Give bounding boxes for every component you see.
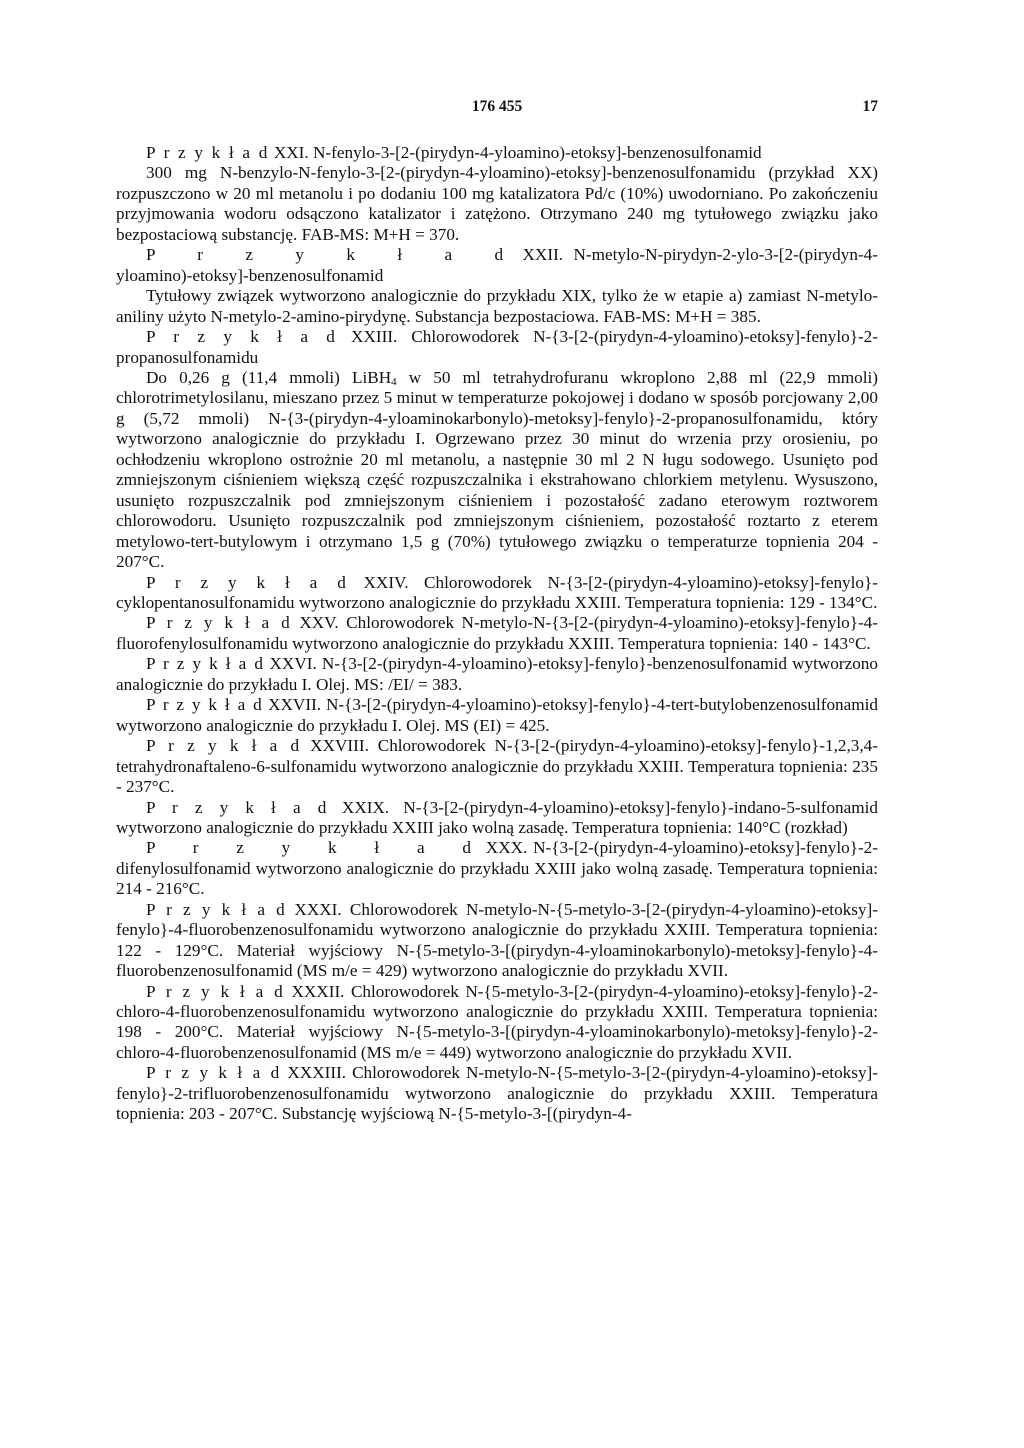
paragraph-example-32 — [116, 982, 878, 1064]
body-text — [116, 143, 878, 1125]
paragraph-example-21-body — [116, 163, 878, 245]
paragraph-example-21-title — [116, 143, 878, 163]
patent-number: 176 455 — [471, 98, 523, 115]
page-header — [116, 98, 878, 122]
example-label: P r z y k ł a d — [146, 245, 513, 265]
subscript: 4 — [391, 375, 397, 388]
paragraph-example-22-body — [116, 286, 878, 327]
example-label: P r z y k ł a d — [146, 736, 302, 756]
paragraph-example-26 — [116, 654, 878, 695]
paragraph-example-30 — [116, 838, 878, 899]
example-label: P r z y k ł a d — [146, 654, 265, 674]
example-label: P r z y k ł a d — [146, 695, 264, 715]
paragraph-text: w 50 ml tetrahydrofuranu wkroplono 2,88 ml (22,9 mmoli) chlorotrimetylosilanu, mieszano przez 5 minut w temperaturze pokojowej i dodano w sposób porcjowany 2,00 g (5,72 mmoli) N-{3-(pirydyn-4-yloaminokarbonylo)-metoksy]-fenylo}-2-propanosulfonamidu, który wytworzono analogicznie do przykładu I. Ogrzewano przez 30 minut do wrzenia przy orosieniu, po ochłodzeniu wkroplono ostrożnie 20 ml metanolu, a następnie 30 ml 2 N ługu sodowego. Usunięto pod zmniejszonym ciśnieniem większą część rozpuszczalnika i ekstrahowano chlorkiem metylenu. Wysuszono, usunięto rozpuszczalnik pod zmniejszonym ciśnieniem i pozostałość zadano eterowym roztworem chlorowodoru. Usunięto rozpuszczalnik pod zmniejszonym ciśnieniem, pozostałość roztarto z eterem metylowo-tert-butylowym i otrzymano 1,5 g (70%) tytułowego związku o temperaturze topnienia 204 - 207°C. — [116, 367, 878, 572]
paragraph-example-27 — [116, 695, 878, 736]
paragraph-example-28 — [116, 736, 878, 797]
paragraph-text: XXVIII. Chlorowodorek N-{3-[2-(pirydyn-4-yloamino)-etoksy]-fenylo}-1,2,3,4-tetrahydronaftaleno-6-sulfonamidu wytworzono analogicznie do przykładu XXIII. Temperatura topnienia: 235 - 237°C. — [116, 736, 878, 797]
paragraph-text: XXX. N-{3-[2-(pirydyn-4-yloamino)-etoksy]-fenylo}-2-difenylosulfonamid wytworzono analogicznie do przykładu XXIII jako wolną zasadę. Temperatura topnienia: 214 - 216°C. — [116, 838, 878, 899]
paragraph-example-23-body — [116, 368, 878, 573]
paragraph-example-25 — [116, 613, 878, 654]
paragraph-text: XXIV. Chlorowodorek N-{3-[2-(pirydyn-4-yloamino)-etoksy]-fenylo}-cyklopentanosulfonamidu wytworzono analogicznie do przykładu XXIII. Temperatura topnienia: 129 - 134°C. — [116, 572, 878, 612]
paragraph-text: XXXIII. Chlorowodorek N-metylo-N-{5-metylo-3-[2-(pirydyn-4-yloamino)-etoksy]-fenylo}-2-trifluorobenzenosulfonamidu wytworzono analogicznie do przykładu XXIII. Temperatura topnienia: 203 - 207°C. Substancję wyjściową N-{5-metylo-3-[(pirydyn-4- — [116, 1063, 878, 1124]
paragraph-text: XXVII. N-{3-[2-(pirydyn-4-yloamino)-etoksy]-fenylo}-4-tert-butylobenzenosulfonamid wytworzono analogicznie do przykładu I. Olej. MS (EI) = 425. — [116, 695, 878, 735]
paragraph-text: XXXI. Chlorowodorek N-metylo-N-{5-metylo-3-[2-(pirydyn-4-yloamino)-etoksy]-fenylo}-4-fluorobenzenosulfonamidu wytworzono analogicznie do przykładu XXIII. Temperatura topnienia: 122 - 129°C. Materiał wyjściowy N-{5-metylo-3-[(pirydyn-4-yloaminokarbonylo)-metoksy]-fenylo}-4-fluorobenzenosulfonamid (MS m/e = 429) wytworzono analogicznie do przykładu XVII. — [116, 899, 878, 981]
paragraph-text-before-subscript: Do 0,26 g (11,4 mmoli) LiBH — [146, 367, 392, 387]
paragraph-text: XXI. N-fenylo-3-[2-(pirydyn-4-yloamino)-etoksy]-benzenosulfonamid — [269, 143, 762, 162]
paragraph-example-23-title — [116, 327, 878, 368]
example-label: P r z y k ł a d — [146, 899, 287, 919]
paragraph-text: Tytułowy związek wytworzono analogicznie do przykładu XIX, tylko że w etapie a) zamiast N-metylo-aniliny użyto N-metylo-2-amino-pirydynę. Substancja bezpostaciowa. FAB-MS: M+H = 385. — [116, 286, 878, 326]
paragraph-text: XXV. Chlorowodorek N-metylo-N-{3-[2-(pirydyn-4-yloamino)-etoksy]-fenylo}-4-fluorofenylosulfonamidu wytworzono analogicznie do przykładu XXIII. Temperatura topnienia: 140 - 143°C. — [116, 613, 878, 653]
paragraph-example-33 — [116, 1063, 878, 1124]
paragraph-example-31 — [116, 900, 878, 982]
example-label: P r z y k ł a d — [146, 981, 285, 1001]
paragraph-example-29 — [116, 798, 878, 839]
paragraph-text: XXIII. Chlorowodorek N-{3-[2-(pirydyn-4-yloamino)-etoksy]-fenylo}-2-propanosulfonamidu — [116, 327, 878, 367]
example-label: P r z y k ł a d — [146, 1063, 282, 1083]
paragraph-text: XXII. N-metylo-N-pirydyn-2-ylo-3-[2-(pirydyn-4-yloamino)-etoksy]-benzenosulfonamid — [116, 245, 878, 285]
paragraph-example-22-title — [116, 245, 878, 286]
example-label: P r z y k ł a d — [146, 838, 480, 858]
paragraph-text: 300 mg N-benzylo-N-fenylo-3-[2-(pirydyn-4-yloamino)-etoksy]-benzenosulfonamidu (przykład XX) rozpuszczono w 20 ml metanolu i po dodaniu 100 mg katalizatora Pd/c (10%) uwodorniano. Po zakończeniu przyjmowania wodoru odsączono katalizator i zatężono. Otrzymano 240 mg tytułowego związku jako bezpostaciową substancję. FAB-MS: M+H = 370. — [116, 163, 878, 244]
example-label: P r z y k ł a d — [146, 572, 348, 592]
example-label: P r z y k ł a d — [146, 143, 270, 162]
example-label: P r z y k ł a d — [146, 797, 328, 817]
paragraph-example-24 — [116, 573, 878, 614]
example-label: P r z y k ł a d — [146, 327, 338, 347]
paragraph-text: XXXII. Chlorowodorek N-{5-metylo-3-[2-(pirydyn-4-yloamino)-etoksy]-fenylo}-2-chloro-4-fluorobenzenosulfonamidu wytworzono analogicznie do przykładu XXIII. Temperatura topnienia: 198 - 200°C. Materiał wyjściowy N-{5-metylo-3-[(pirydyn-4-yloaminokarbonylo)-metoksy]-fenylo}-2-chloro-4-fluorobenzenosulfonamid (MS m/e = 449) wytworzono analogicznie do przykładu XVII. — [116, 981, 878, 1062]
paragraph-text: XXIX. N-{3-[2-(pirydyn-4-yloamino)-etoksy]-fenylo}-indano-5-sulfonamid wytworzono analogicznie do przykładu XXIII jako wolną zasadę. Temperatura topnienia: 140°C (rozkład) — [116, 797, 878, 837]
paragraph-text: XXVI. N-{3-[2-(pirydyn-4-yloamino)-etoksy]-fenylo}-benzenosulfonamid wytworzono analogicznie do przykładu I. Olej. MS: /EI/ = 383. — [116, 654, 878, 694]
example-label: P r z y k ł a d — [146, 613, 292, 633]
page-number: 17 — [862, 98, 878, 115]
